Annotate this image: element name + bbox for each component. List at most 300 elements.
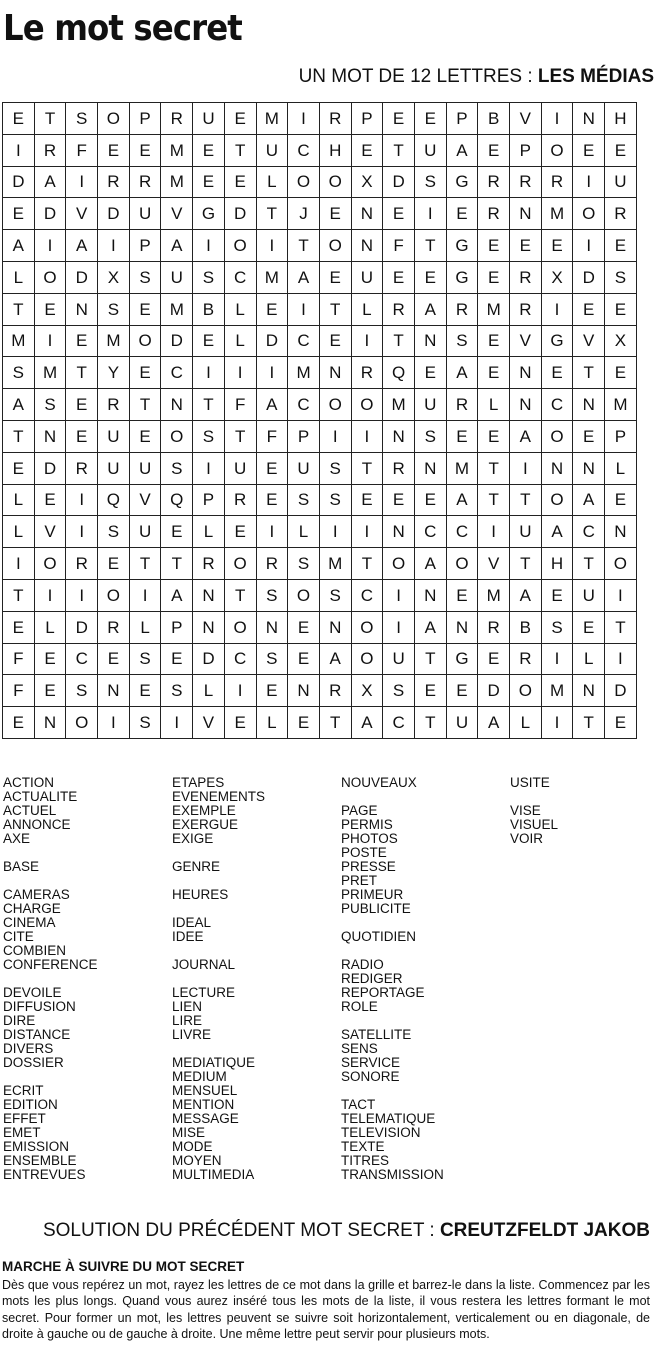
grid-cell: O [351,611,383,643]
grid-cell: O [446,548,478,580]
word-item: MEDIUM [172,1069,227,1084]
word-item: REDIGER [341,971,403,986]
word-item: USITE [510,775,550,790]
grid-cell: N [510,357,542,389]
grid-cell: L [34,611,66,643]
word-item: TELEMATIQUE [341,1111,436,1126]
grid-cell: N [414,452,446,484]
grid-cell: E [446,420,478,452]
grid-cell: D [256,325,288,357]
grid-cell: T [573,548,605,580]
word-item: RADIO [341,957,384,972]
grid-cell: E [478,420,510,452]
grid-cell: Y [98,357,130,389]
grid-cell: C [573,516,605,548]
grid-cell: V [478,548,510,580]
grid-cell: L [193,516,225,548]
grid-cell: X [351,675,383,707]
grid-cell: R [478,166,510,198]
word-item: MISE [172,1125,206,1140]
grid-cell: N [573,452,605,484]
grid-cell: D [224,198,256,230]
word-item: VISE [510,803,541,818]
grid-cell: T [383,134,415,166]
grid-cell: E [414,357,446,389]
grid-cell: O [351,643,383,675]
grid-row [3,579,637,611]
grid-cell: L [3,516,35,548]
grid-cell: R [224,484,256,516]
word-item: TITRES [341,1153,390,1168]
grid-cell: M [161,134,193,166]
word-item: REPORTAGE [341,985,425,1000]
grid-cell: A [446,484,478,516]
grid-cell: Q [98,484,130,516]
grid-cell: L [224,325,256,357]
grid-cell: N [573,103,605,135]
word-gap [341,944,444,958]
word-item: CONFERENCE [3,957,98,972]
grid-cell: O [129,325,161,357]
grid-cell: M [478,293,510,325]
grid-cell: E [256,293,288,325]
word-item: HEURES [172,887,229,902]
word-item: EVENEMENTS [172,789,266,804]
grid-cell: I [351,516,383,548]
grid-cell: T [605,611,637,643]
grid-cell: I [3,134,35,166]
grid-cell: U [129,198,161,230]
grid-cell: E [573,611,605,643]
grid-cell: E [161,643,193,675]
grid-cell: H [541,548,573,580]
grid-cell: E [98,134,130,166]
grid-cell: C [288,325,320,357]
grid-cell: I [161,707,193,739]
word-item: ECRIT [3,1083,44,1098]
grid-cell: R [98,166,130,198]
grid-cell: R [319,103,351,135]
word-item: NOUVEAUX [341,775,417,790]
grid-cell: E [3,707,35,739]
grid-cell: E [34,293,66,325]
grid-cell: F [3,675,35,707]
grid-cell: L [510,707,542,739]
grid-cell: E [319,261,351,293]
grid-cell: M [256,103,288,135]
grid-cell: N [446,611,478,643]
grid-cell: M [256,261,288,293]
grid-cell: I [383,579,415,611]
grid-cell: T [383,325,415,357]
word-item: PERMIS [341,817,393,832]
grid-cell: T [3,420,35,452]
grid-cell: V [66,198,98,230]
word-item: PRIMEUR [341,887,404,902]
grid-cell: P [605,420,637,452]
grid-cell: A [510,579,542,611]
word-item: EXEMPLE [172,803,236,818]
grid-cell: E [478,643,510,675]
word-item: IDEE [172,929,204,944]
grid-cell: D [383,166,415,198]
grid-cell: X [98,261,130,293]
grid-cell: N [319,611,351,643]
word-item: ACTUEL [3,803,57,818]
grid-cell: I [66,579,98,611]
grid-cell: T [478,452,510,484]
word-item: VOIR [510,831,544,846]
grid-cell: R [510,643,542,675]
grid-cell: H [319,134,351,166]
grid-cell: T [351,548,383,580]
grid-cell: R [98,611,130,643]
grid-cell: R [66,548,98,580]
grid-cell: V [510,325,542,357]
grid-cell: C [383,707,415,739]
grid-cell: C [541,389,573,421]
grid-cell: P [446,103,478,135]
grid-row [3,230,637,262]
word-gap [510,790,558,804]
word-item: CHARGE [3,901,61,916]
grid-cell: I [66,516,98,548]
grid-cell: S [414,166,446,198]
word-item: SONORE [341,1069,400,1084]
grid-cell: T [3,293,35,325]
grid-row [3,261,637,293]
grid-cell: I [541,103,573,135]
word-item: EMET [3,1125,41,1140]
instructions-title: MARCHE À SUIVRE DU MOT SECRET [2,1259,245,1274]
word-item: ACTION [3,775,55,790]
grid-cell: O [541,134,573,166]
grid-cell: L [3,484,35,516]
grid-cell: E [478,261,510,293]
grid-cell: T [3,579,35,611]
grid-cell: P [351,103,383,135]
grid-cell: P [161,611,193,643]
word-item: PRET [341,873,378,888]
grid-cell: O [98,103,130,135]
grid-cell: E [256,452,288,484]
grid-cell: S [288,484,320,516]
grid-cell: E [193,134,225,166]
grid-cell: U [446,707,478,739]
grid-cell: N [161,389,193,421]
word-item: SENS [341,1041,378,1056]
grid-cell: E [414,261,446,293]
word-item: MULTIMEDIA [172,1167,255,1182]
grid-cell: E [288,611,320,643]
grid-cell: A [3,389,35,421]
grid-cell: U [161,261,193,293]
grid-cell: S [98,516,130,548]
word-item: CITE [3,929,34,944]
grid-cell: A [288,261,320,293]
grid-cell: R [478,198,510,230]
grid-cell: E [319,198,351,230]
grid-cell: R [98,389,130,421]
grid-cell: M [3,325,35,357]
word-item: TEXTE [341,1139,385,1154]
grid-cell: T [129,548,161,580]
grid-cell: I [256,357,288,389]
grid-cell: F [256,420,288,452]
grid-cell: P [510,134,542,166]
grid-cell: X [541,261,573,293]
grid-cell: E [34,643,66,675]
grid-cell: O [605,548,637,580]
grid-cell: D [34,452,66,484]
grid-row [3,420,637,452]
word-item: CAMERAS [3,887,70,902]
word-item: JOURNAL [172,957,236,972]
grid-cell: F [66,134,98,166]
grid-row [3,134,637,166]
grid-cell: E [383,484,415,516]
grid-cell: L [288,516,320,548]
grid-cell: O [224,611,256,643]
grid-cell: M [446,452,478,484]
grid-cell: I [98,707,130,739]
grid-cell: F [224,389,256,421]
word-item: VISUEL [510,817,559,832]
previous-solution [43,1218,650,1244]
grid-cell: C [66,643,98,675]
word-gap [172,902,265,916]
grid-cell: D [98,198,130,230]
grid-cell: L [478,389,510,421]
grid-cell: I [256,516,288,548]
grid-cell: S [66,675,98,707]
word-item: GENRE [172,859,221,874]
grid-cell: E [414,103,446,135]
grid-cell: E [478,230,510,262]
word-item: ACTUALITE [3,789,78,804]
word-item: MENTION [172,1097,235,1112]
grid-cell: T [224,579,256,611]
grid-cell: E [541,230,573,262]
grid-cell: E [446,675,478,707]
grid-cell: Q [161,484,193,516]
word-item: LIEN [172,999,203,1014]
grid-cell: I [66,166,98,198]
grid-cell: I [34,325,66,357]
grid-cell: A [66,230,98,262]
word-item: EXERGUE [172,817,239,832]
word-item: EXIGE [172,831,214,846]
word-gap [172,972,265,986]
grid-cell: A [510,420,542,452]
letter-grid [2,102,637,739]
grid-cell: L [3,261,35,293]
grid-cell: E [541,357,573,389]
grid-cell: S [256,579,288,611]
word-item: PAGE [341,803,378,818]
grid-cell: N [414,325,446,357]
grid-cell: L [351,293,383,325]
grid-cell: R [446,389,478,421]
word-gap [3,846,98,860]
grid-cell: O [288,166,320,198]
grid-cell: R [161,103,193,135]
grid-cell: S [98,293,130,325]
grid-row [3,198,637,230]
word-item: QUOTIDIEN [341,929,417,944]
word-item: SATELLITE [341,1027,412,1042]
grid-cell: T [129,389,161,421]
word-column-3 [341,776,444,1182]
grid-cell: S [541,611,573,643]
grid-cell: E [605,707,637,739]
grid-cell: P [129,230,161,262]
grid-cell: R [446,293,478,325]
word-item: CINEMA [3,915,56,930]
grid-cell: Q [383,357,415,389]
grid-cell: V [161,198,193,230]
grid-cell: X [605,325,637,357]
grid-cell: R [193,548,225,580]
grid-cell: E [573,420,605,452]
grid-cell: N [414,579,446,611]
grid-cell: I [351,420,383,452]
word-item: EFFET [3,1111,46,1126]
grid-cell: S [129,707,161,739]
grid-cell: F [3,643,35,675]
grid-cell: O [541,484,573,516]
word-item: ETAPES [172,775,225,790]
grid-cell: I [573,166,605,198]
grid-cell: S [383,675,415,707]
grid-cell: C [288,134,320,166]
grid-cell: N [510,198,542,230]
grid-cell: V [34,516,66,548]
grid-cell: L [573,643,605,675]
grid-cell: E [414,484,446,516]
grid-cell: N [351,198,383,230]
grid-cell: I [383,611,415,643]
grid-cell: N [573,675,605,707]
grid-cell: T [319,293,351,325]
grid-cell: I [98,230,130,262]
grid-cell: S [161,675,193,707]
grid-cell: M [161,293,193,325]
grid-cell: I [541,643,573,675]
grid-cell: U [383,643,415,675]
grid-cell: A [414,293,446,325]
grid-cell: I [193,357,225,389]
grid-cell: A [256,389,288,421]
word-item: PHOTOS [341,831,398,846]
grid-cell: E [478,325,510,357]
grid-cell: I [541,293,573,325]
word-item: LIVRE [172,1027,212,1042]
grid-cell: T [510,548,542,580]
grid-cell: I [224,675,256,707]
word-gap [172,944,265,958]
grid-cell: T [193,389,225,421]
grid-cell: N [510,389,542,421]
grid-cell: I [129,579,161,611]
grid-cell: A [414,611,446,643]
grid-cell: T [34,103,66,135]
grid-cell: U [224,452,256,484]
grid-cell: A [446,134,478,166]
grid-cell: R [66,452,98,484]
grid-cell: I [478,516,510,548]
grid-cell: I [193,452,225,484]
grid-cell: N [605,516,637,548]
solution-prefix: SOLUTION DU PRÉCÉDENT MOT SECRET : [42,1220,440,1241]
word-item: MEDIATIQUE [172,1055,256,1070]
grid-cell: A [34,166,66,198]
grid-cell: I [66,484,98,516]
grid-cell: C [161,357,193,389]
grid-cell: E [224,516,256,548]
grid-cell: E [541,579,573,611]
word-gap [3,1070,98,1084]
grid-cell: E [129,357,161,389]
grid-cell: N [66,293,98,325]
word-item: AXE [3,831,31,846]
grid-cell: T [414,643,446,675]
word-item: PUBLICITE [341,901,411,916]
solution-word: CREUTZFELDT JAKOB [439,1220,650,1241]
grid-cell: E [288,643,320,675]
grid-cell: A [161,230,193,262]
word-item: DOSSIER [3,1055,64,1070]
grid-cell: X [351,166,383,198]
grid-cell: I [224,357,256,389]
grid-cell: M [319,548,351,580]
grid-cell: E [605,230,637,262]
grid-cell: S [288,548,320,580]
word-item: EMISSION [3,1139,70,1154]
grid-cell: P [193,484,225,516]
grid-cell: A [414,548,446,580]
grid-cell: J [288,198,320,230]
word-item: COMBIEN [3,943,67,958]
grid-cell: O [161,420,193,452]
grid-cell: I [573,230,605,262]
grid-cell: U [193,103,225,135]
grid-cell: S [3,357,35,389]
grid-cell: M [383,389,415,421]
grid-cell: M [541,675,573,707]
word-column-2 [172,776,265,1182]
grid-cell: R [510,293,542,325]
grid-cell: A [351,707,383,739]
word-item: IDEAL [172,915,212,930]
grid-cell: E [605,484,637,516]
word-item: MESSAGE [172,1111,239,1126]
grid-cell: C [224,643,256,675]
grid-row [3,452,637,484]
instructions-text: Dès que vous repérez un mot, rayez les lettres de ce mot dans la grille et barrez-le dans la liste. Commencez par les mots les plus longs. Quand vous aurez inséré tous les mots de la liste, il vous restera les lettres formant le mot secret. Pour former un mot, les lettres peuvent se suivre soit horizontalement, verticalement ou en diagonale, de droite à gauche ou de gauche à droite. Une même lettre peut servir pour plusieurs mots. [2,1278,650,1341]
grid-cell: U [288,452,320,484]
grid-cell: T [510,484,542,516]
grid-cell: O [224,548,256,580]
grid-cell: N [98,675,130,707]
grid-cell: R [256,548,288,580]
word-item: BASE [3,859,40,874]
grid-row [3,643,637,675]
grid-cell: U [573,579,605,611]
grid-cell: N [193,611,225,643]
grid-cell: U [98,420,130,452]
grid-cell: E [351,484,383,516]
